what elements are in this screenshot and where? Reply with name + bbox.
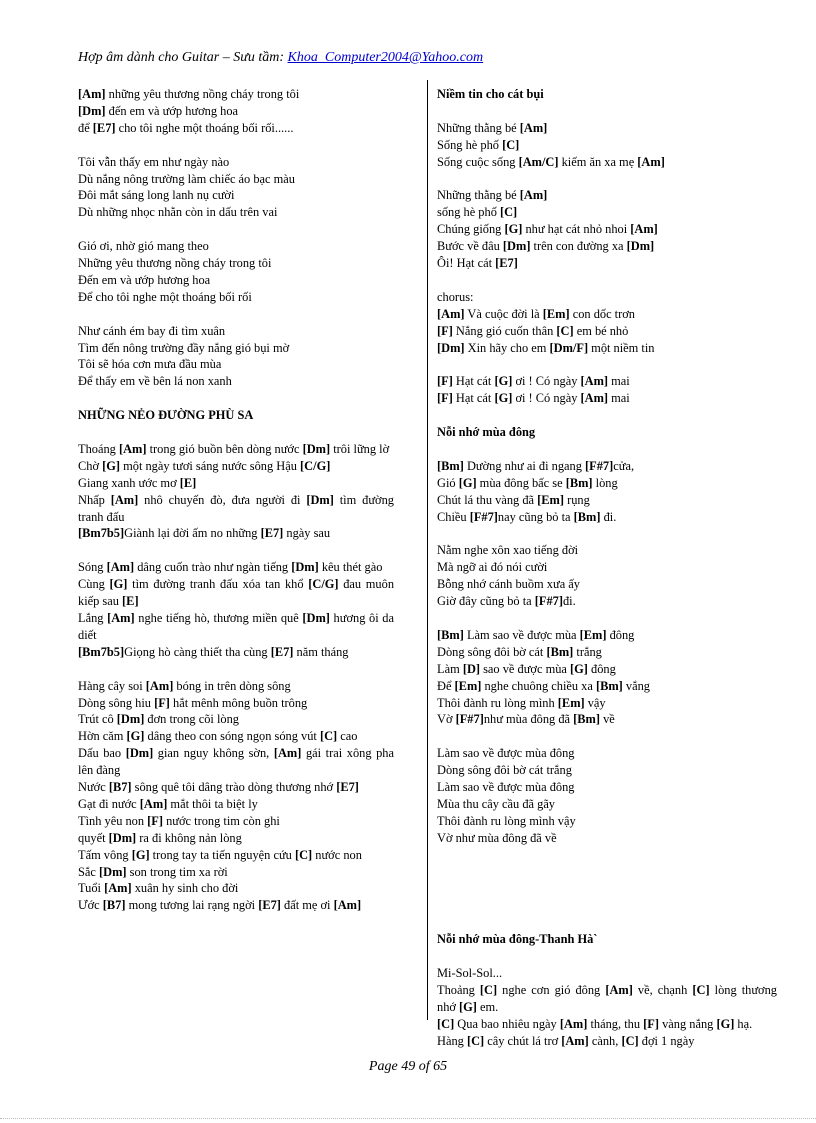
lyric-line: Ước [B7] mong tương lai rạng ngời [E7] đất mẹ ơi [Am] <box>78 898 362 913</box>
lyric-line: Dù những nhọc nhằn còn in dấu trên vai <box>78 205 278 220</box>
lyric-line: Mùa thu cây cầu đã gãy <box>437 796 556 811</box>
lyric-line: [Am] Và cuộc đời là [Em] con dốc trơn <box>437 306 635 321</box>
chord-label: [Bm] <box>595 678 623 693</box>
lyric-line: Lắng [Am] nghe tiếng hò, thương miền quê [Dm] hương ôi da diết <box>78 611 394 642</box>
chord-label: [Am] <box>580 391 609 406</box>
chord-label: [F] <box>437 374 453 389</box>
chord-label: [Bm7b5] <box>78 644 125 659</box>
chord-label: [F] <box>437 323 453 338</box>
chord-label: [Em] <box>454 678 482 693</box>
lyric-line: Sóng [Am] dâng cuốn trào như ngàn tiếng [Dm] kêu thét gào <box>78 560 383 575</box>
right-blank-line <box>437 728 777 745</box>
lyric-line: Chút lá thu vàng đã [Em] rụng <box>437 492 590 507</box>
chord-label: [Dm] <box>437 340 465 355</box>
chord-label: [C] <box>479 982 498 997</box>
lyric-line: Mà ngỡ ai đó nói cười <box>437 560 548 575</box>
song-title: NHỮNG NẺO ĐƯỜNG PHÙ SA <box>78 408 254 423</box>
chord-label: [Am] <box>333 898 362 913</box>
chord-label: [Dm] <box>99 864 127 879</box>
chord-label: [Bm] <box>573 509 601 524</box>
chord-label: [Am] <box>118 441 147 456</box>
chord-label: [Am] <box>106 560 135 575</box>
chord-label: [G] <box>131 847 150 862</box>
lyric-line: Hàng [C] cây chút lá trơ [Am] cành, [C] đợi 1 ngày <box>437 1033 695 1048</box>
right-column <box>437 86 777 1049</box>
lyric-line: Dấu bao [Dm] gian nguy không sờn, [Am] gái trai xông pha lên đàng <box>78 746 395 778</box>
lyric-line: Chiều [F#7]nay cũng bỏ ta [Bm] đi. <box>437 509 617 524</box>
chord-label: [G] <box>126 729 145 744</box>
lyric-line: Làm [D] sao về được mùa [G] đông <box>437 661 616 676</box>
chord-label: [G] <box>109 577 128 592</box>
chord-label: [Am] <box>110 492 139 507</box>
chord-label: [Am] <box>107 611 135 625</box>
lyric-line: sống hè phố [C] <box>437 205 518 220</box>
lyric-line: Sắc [Dm] son trong tim xa rời <box>78 864 228 879</box>
lyric-line: Tôi vẫn thấy em như ngày nào <box>78 154 230 169</box>
chord-label: [Dm] <box>302 611 330 625</box>
chord-label: [G] <box>102 458 121 473</box>
lyric-line: chorus: <box>437 289 474 304</box>
right-blank-line <box>437 356 777 373</box>
song-title: Nỗi nhớ mùa đông-Thanh Hà` <box>437 932 598 947</box>
chord-label: [E7] <box>336 780 359 795</box>
chord-label: [B7] <box>102 898 126 913</box>
left-blank-line <box>78 661 394 678</box>
chord-label: [Am] <box>519 120 548 135</box>
chord-label: [Am] <box>630 222 658 237</box>
lyric-line: Để cho tôi nghe một thoáng bối rối <box>78 289 252 304</box>
lyric-line: Tấm vông [G] trong tay ta tiến nguyện cứu [C] nước non <box>78 847 362 862</box>
chord-label: [E7] <box>92 120 116 135</box>
lyric-line: [Dm] đến em và ướp hương hoa <box>78 103 239 118</box>
chord-label: [C] <box>437 1016 455 1031</box>
lyric-line: Gió ơi, nhờ gió mang theo <box>78 239 209 254</box>
page-break-line <box>0 1118 816 1119</box>
left-blank-line <box>78 390 394 407</box>
lyric-line: Gió [G] mùa đông bấc se [Bm] lòng <box>437 475 618 490</box>
chord-label: [E7] <box>258 898 281 913</box>
lyric-line: Hàng cây soi [Am] bóng in trên dòng sông <box>78 678 291 693</box>
chord-label: [G] <box>570 661 588 676</box>
lyric-line: Những thằng bé [Am] <box>437 188 548 203</box>
chord-label: [Am] <box>519 188 548 203</box>
chord-label: [E7] <box>270 644 294 659</box>
lyric-line: [F] Nắng gió cuốn thân [C] em bé nhỏ <box>437 323 629 338</box>
lyric-line: [Bm] Dường như ai đi ngang [F#7]cửa, <box>437 458 635 473</box>
chord-label: [C] <box>466 1033 485 1048</box>
lyric-line: Giờ đây cũng bỏ ta [F#7]đi. <box>437 594 576 609</box>
chord-label: [Dm] <box>302 441 331 456</box>
lyric-line: quyết [Dm] ra đi không nản lòng <box>78 830 242 845</box>
chord-label: [C] <box>502 137 520 152</box>
right-blank-line <box>437 864 777 881</box>
chord-label: [B7] <box>108 780 132 795</box>
lyric-line: [C] Qua bao nhiêu ngày [Am] tháng, thu [F] vàng nắng [G] hạ. <box>437 1016 753 1031</box>
lyric-line: [Bm7b5]Giành lại đời ấm no những [E7] ngày sau <box>78 526 331 541</box>
lyric-line: Tuổi [Am] xuân hy sinh cho đời <box>78 881 239 896</box>
lyric-line: Vờ như mùa đông đã về <box>437 830 557 845</box>
chord-label: [F] <box>154 695 170 710</box>
chord-label: [F] <box>437 391 453 406</box>
chord-label: [G] <box>716 1016 735 1031</box>
chord-label: [G] <box>459 999 477 1014</box>
chord-label: [Am] <box>559 1016 588 1031</box>
chord-label: [Bm] <box>573 712 600 727</box>
column-divider <box>427 80 428 1020</box>
song-title: Nỗi nhớ mùa đông <box>437 425 536 440</box>
chord-label: [E] <box>179 475 197 490</box>
lyric-line: Thoảng [C] nghe cơn gió đông [Am] về, chạnh [C] lòng thương nhớ [G] em. <box>437 982 778 1014</box>
chord-label: [Am] <box>437 306 465 321</box>
lyric-line: Đến em và ướp hương hoa <box>78 272 211 287</box>
lyric-line: [F] Hạt cát [G] ơi ! Có ngày [Am] mai <box>437 374 630 389</box>
right-blank-line <box>437 525 777 542</box>
lyric-line: Thôi đành ru lòng mình vậy <box>437 813 576 828</box>
chord-label: [E] <box>122 594 139 609</box>
right-blank-line <box>437 847 777 864</box>
chord-label: [F#7] <box>534 594 563 609</box>
lyric-line: Sống hè phố [C] <box>437 137 520 152</box>
chord-label: [Am] <box>273 746 302 761</box>
lyric-line: Dù nắng nông trường làm chiếc áo bạc màu <box>78 171 295 186</box>
lyric-line: Tôi sẽ hóa cơn mưa đầu mùa <box>78 357 222 372</box>
lyric-line: Nằm nghe xôn xao tiếng đời <box>437 543 579 558</box>
chord-label: [D] <box>462 661 481 676</box>
chord-label: [Am] <box>580 374 609 389</box>
lyric-line: Làm sao về được mùa đông <box>437 746 575 761</box>
page-footer: Page 49 of 65 <box>368 1059 448 1074</box>
chord-label: [Am] <box>145 678 174 693</box>
lyric-line: [Bm] Làm sao về được mùa [Em] đông <box>437 627 635 642</box>
lyric-line: Dòng sông đôi bờ cát [Bm] trắng <box>437 644 602 659</box>
chord-label: [Dm] <box>306 492 334 507</box>
lyric-line: Làm sao về được mùa đông <box>437 780 575 795</box>
chord-label: [G] <box>504 222 523 237</box>
lyric-line: [Am] những yêu thương nồng cháy trong tôi <box>78 87 300 101</box>
lyric-line: Vờ [F#7]như mùa đông đã [Bm] về <box>437 712 615 727</box>
lyric-line: Đôi mắt sáng long lanh nụ cười <box>78 188 235 203</box>
chord-label: [Bm] <box>437 458 464 473</box>
lyric-line: để [E7] cho tôi nghe một thoáng bối rối...... <box>78 120 294 135</box>
chord-label: [C] <box>319 729 338 744</box>
lyric-line: [Dm] Xin hãy cho em [Dm/F] một niềm tin <box>437 340 655 355</box>
chord-label: [Em] <box>542 306 570 321</box>
chord-label: [Am] <box>561 1033 589 1048</box>
chord-label: [Bm7b5] <box>78 526 125 541</box>
lyric-line: Chờ [G] một ngày tươi sáng nước sông Hậu [C/G] <box>78 458 331 473</box>
chord-label: [Bm] <box>565 475 593 490</box>
chord-label: [Am] <box>78 87 106 101</box>
lyric-line: Giang xanh ước mơ [E] <box>78 475 197 490</box>
chord-label: [Bm] <box>437 627 464 642</box>
chord-label: [Dm] <box>502 239 531 254</box>
chord-label: [F#7] <box>585 458 614 473</box>
chord-label: [G] <box>458 475 477 490</box>
chord-label: [Dm] <box>626 239 655 254</box>
chord-label: [C] <box>499 205 518 220</box>
chord-label: [Am] <box>605 982 633 997</box>
chord-label: [F] <box>147 813 163 828</box>
lyric-line: Những yêu thương nồng cháy trong tôi <box>78 256 272 271</box>
chord-label: [Am/C] <box>518 154 559 169</box>
right-blank-line <box>437 272 777 289</box>
chord-label: [Dm/F] <box>549 340 589 355</box>
left-column <box>78 86 394 914</box>
chord-label: [F] <box>643 1016 659 1031</box>
chord-label: [Dm] <box>125 746 154 761</box>
right-blank-line <box>437 914 777 931</box>
lyric-line: Dòng sông đôi bờ cát trắng <box>437 763 572 778</box>
chord-label: [Am] <box>637 154 665 169</box>
lyric-line: Cùng [G] tìm đường tranh đấu xóa tan khổ [C/G] đau muôn kiếp sau [E] <box>78 577 395 609</box>
chord-label: [E7] <box>260 526 284 541</box>
lyric-line: Sống cuộc sống [Am/C] kiếm ăn xa mẹ [Am] <box>437 154 665 169</box>
lyric-line: Tìm đến nông trường đầy nắng gió bụi mờ <box>78 340 290 355</box>
left-blank-line <box>78 542 394 559</box>
chord-label: [G] <box>494 374 513 389</box>
left-blank-line <box>78 221 394 238</box>
chord-label: [Dm] <box>78 103 106 118</box>
chord-label: [C/G] <box>308 577 339 592</box>
lyric-line: Trút cô [Dm] đơn trong cõi lòng <box>78 712 239 727</box>
chord-label: [C] <box>621 1033 639 1048</box>
lyric-line: [F] Hạt cát [G] ơi ! Có ngày [Am] mai <box>437 391 630 406</box>
chord-label: [Em] <box>579 627 607 642</box>
left-blank-line <box>78 306 394 323</box>
lyric-line: Dòng sông hiu [F] hắt mênh mông buồn trông <box>78 695 308 710</box>
chord-label: [C] <box>556 323 574 338</box>
right-blank-line <box>437 441 777 458</box>
lyric-line: Để thấy em về bên lá non xanh <box>78 374 232 389</box>
lyric-line: Hờn căm [G] dâng theo con sóng ngọn sóng vút [C] cao <box>78 729 358 744</box>
lyric-line: Tình yêu non [F] nước trong tim còn ghi <box>78 813 280 828</box>
right-blank-line <box>437 897 777 914</box>
lyric-line: Ôi! Hạt cát [E7] <box>437 256 518 271</box>
left-blank-line <box>78 424 394 441</box>
chord-label: [Dm] <box>108 830 137 845</box>
chord-label: [Am] <box>139 796 168 811</box>
chord-label: [Dm] <box>291 560 319 575</box>
chord-label: [Dm] <box>116 712 145 727</box>
right-blank-line <box>437 880 777 897</box>
lyric-line: [Bm7b5]Giọng hò càng thiết tha cùng [E7] năm tháng <box>78 644 349 659</box>
left-blank-line <box>78 137 394 154</box>
page-header <box>78 50 483 66</box>
lyric-line: Thoáng [Am] trong gió buồn bên dòng nước [Dm] trôi lững lờ <box>78 441 390 456</box>
header-prefix: Hợp âm dành cho Guitar – Sưu tầm: <box>78 50 288 65</box>
chord-label: [F#7] <box>455 712 484 727</box>
lyric-line: Để [Em] nghe chuông chiều xa [Bm] vắng <box>437 678 650 693</box>
chord-label: [Em] <box>557 695 585 710</box>
lyric-line: Chúng giống [G] như hạt cát nhỏ nhoi [Am] <box>437 222 658 237</box>
lyric-line: Nhấp [Am] nhô chuyến đò, đưa người đi [Dm] tìm đường tranh đấu <box>78 492 394 524</box>
chord-label: [E7] <box>495 256 518 271</box>
lyric-line: Bỗng nhớ cánh buồm xưa ấy <box>437 577 581 592</box>
right-blank-line <box>437 103 777 120</box>
chord-label: [C/G] <box>300 458 331 473</box>
right-blank-line <box>437 610 777 627</box>
chord-label: [G] <box>494 391 513 406</box>
lyric-line: Mi-Sol-Sol... <box>437 965 503 980</box>
chord-label: [Am] <box>104 881 132 896</box>
chord-label: [Bm] <box>546 644 574 659</box>
song-title: Niềm tin cho cát bụi <box>437 87 544 101</box>
right-blank-line <box>437 171 777 188</box>
right-blank-line <box>437 948 777 965</box>
lyric-line: Như cánh ém bay đi tìm xuân <box>78 323 226 338</box>
chord-label: [Em] <box>537 492 564 507</box>
chord-label: [C] <box>692 982 710 997</box>
chord-label: [F#7] <box>469 509 498 524</box>
lyric-line: Bước về đâu [Dm] trên con đường xa [Dm] <box>437 239 655 254</box>
lyric-line: Nước [B7] sông quê tôi dâng trào dòng thương nhớ [E7] <box>78 780 359 795</box>
lyric-line: Những thằng bé [Am] <box>437 120 548 135</box>
chord-label: [C] <box>294 847 313 862</box>
lyric-line: Thôi đành ru lòng mình [Em] vậy <box>437 695 606 710</box>
right-blank-line <box>437 407 777 424</box>
lyric-line: Gạt đi nước [Am] mắt thôi ta biệt ly <box>78 796 258 811</box>
email-link[interactable]: Khoa_Computer2004@Yahoo.com <box>287 50 484 65</box>
